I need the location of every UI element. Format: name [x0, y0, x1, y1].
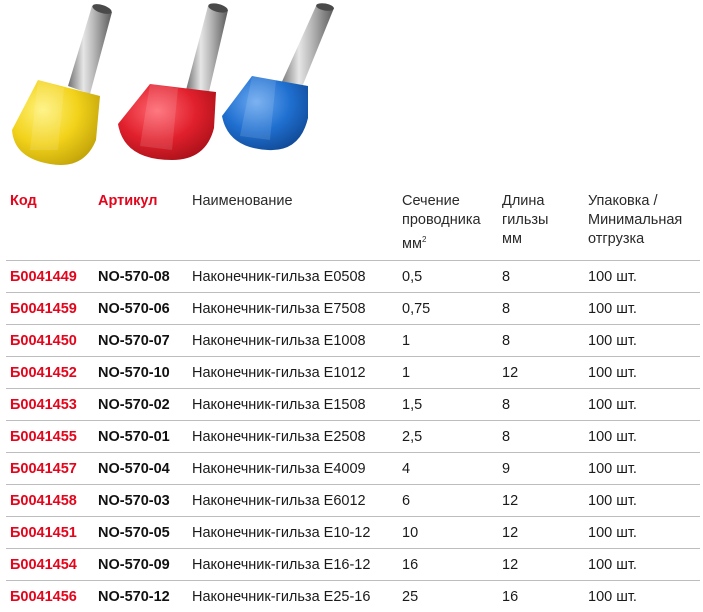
header-length — [498, 186, 584, 261]
row-article: NO-570-08 — [94, 261, 188, 293]
row-name: Наконечник-гильза E1008 — [188, 325, 398, 357]
row-code: Б0041454 — [6, 549, 94, 581]
header-length-line2: гильзы — [502, 212, 548, 228]
table-row — [6, 517, 700, 549]
product-image — [0, 0, 703, 180]
row-code: Б0041457 — [6, 453, 94, 485]
row-pack: 100 шт. — [584, 325, 700, 357]
row-section: 0,75 — [398, 293, 498, 325]
row-length: 9 — [498, 453, 584, 485]
row-pack: 100 шт. — [584, 453, 700, 485]
row-section: 6 — [398, 485, 498, 517]
row-length: 8 — [498, 421, 584, 453]
header-pack — [584, 186, 700, 261]
row-article: NO-570-10 — [94, 357, 188, 389]
row-article: NO-570-04 — [94, 453, 188, 485]
header-pack-line1: Упаковка / — [588, 193, 658, 209]
row-article: NO-570-12 — [94, 581, 188, 612]
header-length-unit: мм — [502, 231, 522, 247]
row-article: NO-570-06 — [94, 293, 188, 325]
header-length-line1: Длина — [502, 193, 544, 209]
row-length: 12 — [498, 517, 584, 549]
header-section-line2: проводника — [402, 212, 481, 228]
row-code: Б0041455 — [6, 421, 94, 453]
row-pack: 100 шт. — [584, 261, 700, 293]
row-pack: 100 шт. — [584, 389, 700, 421]
row-name: Наконечник-гильза E7508 — [188, 293, 398, 325]
row-code: Б0041451 — [6, 517, 94, 549]
row-length: 8 — [498, 325, 584, 357]
row-code: Б0041449 — [6, 261, 94, 293]
row-length: 12 — [498, 357, 584, 389]
row-length: 8 — [498, 389, 584, 421]
row-name: Наконечник-гильза E2508 — [188, 421, 398, 453]
header-section — [398, 186, 498, 261]
row-section: 25 — [398, 581, 498, 612]
row-section: 10 — [398, 517, 498, 549]
header-name: Наименование — [188, 186, 398, 261]
table-header-row — [6, 186, 700, 261]
header-section-unit: мм — [402, 236, 422, 252]
row-section: 0,5 — [398, 261, 498, 293]
row-section: 2,5 — [398, 421, 498, 453]
row-name: Наконечник-гильза E1508 — [188, 389, 398, 421]
row-pack: 100 шт. — [584, 357, 700, 389]
table-row — [6, 453, 700, 485]
row-length: 12 — [498, 485, 584, 517]
row-article: NO-570-01 — [94, 421, 188, 453]
row-article: NO-570-03 — [94, 485, 188, 517]
row-name: Наконечник-гильза E10-12 — [188, 517, 398, 549]
table-row — [6, 325, 700, 357]
blue-ferrule — [222, 2, 334, 150]
row-name: Наконечник-гильза E0508 — [188, 261, 398, 293]
header-code: Код — [6, 186, 94, 261]
row-article: NO-570-02 — [94, 389, 188, 421]
table-row — [6, 581, 700, 612]
row-length: 16 — [498, 581, 584, 612]
row-pack: 100 шт. — [584, 485, 700, 517]
header-section-unit-sup: 2 — [422, 235, 426, 244]
row-article: NO-570-09 — [94, 549, 188, 581]
row-code: Б0041459 — [6, 293, 94, 325]
row-section: 1 — [398, 357, 498, 389]
row-pack: 100 шт. — [584, 293, 700, 325]
row-code: Б0041452 — [6, 357, 94, 389]
row-name: Наконечник-гильза E16-12 — [188, 549, 398, 581]
row-section: 4 — [398, 453, 498, 485]
header-pack-line2: Минимальная — [588, 212, 682, 228]
header-section-line1: Сечение — [402, 193, 460, 209]
row-section: 1 — [398, 325, 498, 357]
row-name: Наконечник-гильза E4009 — [188, 453, 398, 485]
row-length: 12 — [498, 549, 584, 581]
row-pack: 100 шт. — [584, 517, 700, 549]
row-length: 8 — [498, 261, 584, 293]
row-section: 16 — [398, 549, 498, 581]
row-article: NO-570-05 — [94, 517, 188, 549]
table-row — [6, 389, 700, 421]
row-article: NO-570-07 — [94, 325, 188, 357]
header-pack-line3: отгрузка — [588, 231, 644, 247]
row-section: 1,5 — [398, 389, 498, 421]
red-ferrule — [118, 2, 229, 160]
row-pack: 100 шт. — [584, 581, 700, 612]
table-row — [6, 261, 700, 293]
row-code: Б0041453 — [6, 389, 94, 421]
header-article: Артикул — [94, 186, 188, 261]
row-code: Б0041456 — [6, 581, 94, 612]
row-code: Б0041450 — [6, 325, 94, 357]
row-length: 8 — [498, 293, 584, 325]
row-name: Наконечник-гильза E6012 — [188, 485, 398, 517]
product-table — [6, 186, 700, 612]
row-name: Наконечник-гильза E1012 — [188, 357, 398, 389]
table-row — [6, 421, 700, 453]
row-pack: 100 шт. — [584, 421, 700, 453]
table-row — [6, 357, 700, 389]
yellow-ferrule — [12, 2, 113, 165]
table-row — [6, 485, 700, 517]
table-row — [6, 293, 700, 325]
row-code: Б0041458 — [6, 485, 94, 517]
table-row — [6, 549, 700, 581]
row-pack: 100 шт. — [584, 549, 700, 581]
row-name: Наконечник-гильза E25-16 — [188, 581, 398, 612]
